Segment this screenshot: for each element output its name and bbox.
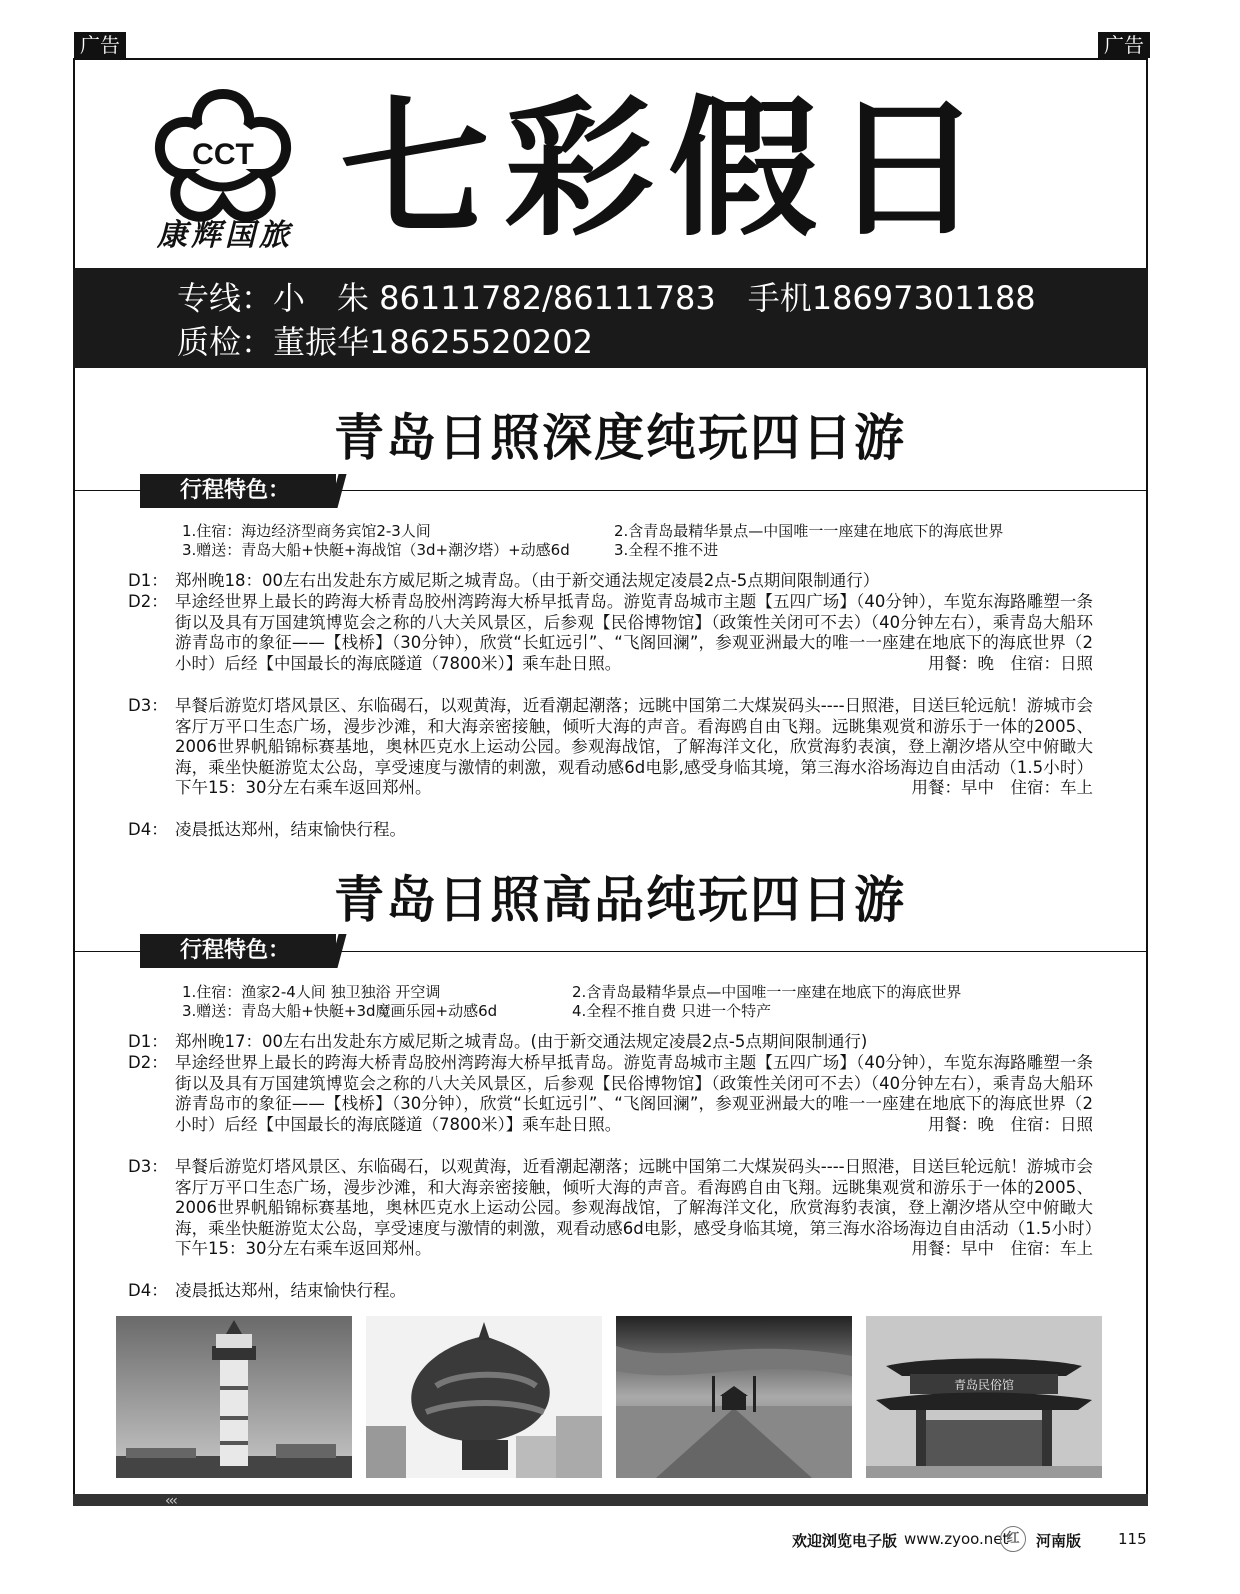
feature-item: 3.赠送：青岛大船+快艇+3d魔画乐园+动感6d [182, 1002, 498, 1020]
day-label: D3： [128, 1157, 168, 1176]
day-text: 郑州晚17：00左右出发赴东方威尼斯之城青岛。(由于新交通法规定凌晨2点-5点期间限制通行) [175, 1032, 868, 1051]
feature-item: 3.赠送：青岛大船+快艇+海战馆（3d+潮汐塔）+动感6d [182, 541, 570, 559]
meal-info: 用餐：早中 住宿：车上 [911, 1239, 1093, 1259]
lighthouse-tower-photo [116, 1316, 352, 1478]
feature-item: 4.全程不推自费 只进一个特产 [572, 1002, 772, 1020]
feature-item: 3.全程不推不进 [614, 541, 719, 559]
zhanqiao-pier-photo [616, 1316, 852, 1478]
day-text: 凌晨抵达郑州，结束愉快行程。 [175, 820, 406, 839]
day-label: D4： [128, 820, 168, 839]
itinerary-day [128, 1053, 1093, 1135]
itinerary-day [128, 1157, 1093, 1260]
quality-check-text: 质检：董振华18625520202 [177, 323, 593, 361]
meal-info: 用餐：晚 住宿：日照 [928, 1114, 1093, 1134]
feature-label: 行程特色： [140, 934, 336, 968]
day-text: 早餐后游览灯塔风景区、东临碣石，以观黄海，近看潮起潮落；远眺中国第二大煤炭码头----日照港，目送巨轮远航！游城市会客厅万平口生态广场，漫步沙滩，和大海亲密接触，倾听大海的声音。看海鸥自由飞翔。远眺集观赏和游乐于一体的2005、2006世界帆船锦标赛基地，奥林匹克水上运动公园。参观海战馆，了解海洋文化，欣赏海豹表演，登上潮汐塔从空中俯瞰大海，乘坐快艇游览太公岛，享受速度与激情的刺激，观看动感6d电影,感受身临其境，第三海水浴场海边自由活动（1.5小时）下午15：30分左右乘车返回郑州。 [175, 696, 1093, 798]
day-text: 郑州晚18：00左右出发赴东方威尼斯之城青岛。（由于新交通法规定凌晨2点-5点期间限制通行） [175, 571, 880, 590]
contact-banner [73, 268, 1148, 368]
day-text: 早途经世界上最长的跨海大桥青岛胶州湾跨海大桥早抵青岛。游览青岛城市主题【五四广场】（40分钟），车览东海路雕塑一条街以及具有万国建筑博览会之称的八大关风景区，后参观【民俗博物馆】（政策性关闭可不去）（40分钟左右），乘青岛大船环游青岛市的象征——【栈桥】（30分钟），欣赏“长虹远引”、“飞阁回澜”，参观亚洲最大的唯一一座建在地底下的海底世界（2小时）后经【中国最长的海底隧道（7800米）】乘车赴日照。 [175, 1053, 1093, 1134]
feature-item: 2.含青岛最精华景点—中国唯一一座建在地底下的海底世界 [572, 983, 962, 1001]
footer-url: www.zyoo.net [904, 1530, 1009, 1548]
bottom-bar [73, 1493, 1148, 1509]
footer-welcome: 欢迎浏览电子版 [792, 1532, 898, 1550]
feature-item: 2.含青岛最精华景点—中国唯一一座建在地底下的海底世界 [614, 522, 1004, 540]
may-fourth-square-sculpture-photo [366, 1316, 602, 1478]
day-label: D1： [128, 571, 168, 590]
tour-title: 青岛日照深度纯玩四日游 [334, 408, 906, 467]
day-label: D2： [128, 592, 168, 611]
meal-info: 用餐：晚 住宿：日照 [928, 653, 1093, 673]
day-text: 凌晨抵达郑州，结束愉快行程。 [175, 1281, 406, 1300]
tour-title: 青岛日照高品纯玩四日游 [334, 870, 906, 929]
day-label: D2： [128, 1053, 168, 1072]
day-label: D1： [128, 1032, 168, 1051]
feature-label: 行程特色： [140, 474, 336, 508]
logo-subtitle: 康辉国旅 [157, 218, 293, 253]
footer-badge: 红 [1000, 1526, 1026, 1552]
ad-tag-left: 广告 [74, 32, 126, 58]
meal-info: 用餐：早中 住宿：车上 [911, 778, 1093, 798]
ad-tag-right: 广告 [1098, 32, 1150, 58]
day-label: D3： [128, 696, 168, 715]
itinerary-day [128, 571, 1093, 592]
itinerary-day [128, 820, 1093, 841]
logo-text: CCT [192, 138, 254, 171]
feature-item: 1.住宿：海边经济型商务宾馆2-3人间 [182, 522, 431, 540]
itinerary-day [128, 1281, 1093, 1302]
chevron-left-icon: ‹‹‹ [165, 1493, 176, 1509]
itinerary-day [128, 696, 1093, 799]
itinerary-day [128, 1032, 1093, 1053]
page-number: 115 [1118, 1530, 1147, 1548]
folk-museum-gate-photo [866, 1316, 1102, 1478]
itinerary-day [128, 592, 1093, 674]
footer-region: 河南版 [1036, 1532, 1082, 1550]
hotline-text: 专线：小 朱 86111782/86111783 手机18697301188 [177, 279, 1036, 317]
day-text: 早途经世界上最长的跨海大桥青岛胶州湾跨海大桥早抵青岛。游览青岛城市主题【五四广场】（40分钟），车览东海路雕塑一条街以及具有万国建筑博览会之称的八大关风景区，后参观【民俗博物馆】（政策性关闭可不去）（40分钟左右），乘青岛大船环游青岛市的象征——【栈桥】（30分钟），欣赏“长虹远引”、“飞阁回澜”，参观亚洲最大的唯一一座建在地底下的海底世界（2小时）后经【中国最长的海底隧道（7800米）】乘车赴日照。 [175, 592, 1093, 673]
feature-item: 1.住宿：渔家2-4人间 独卫独浴 开空调 [182, 983, 441, 1001]
museum-sign: 青岛民俗馆 [953, 1378, 1015, 1392]
day-text: 早餐后游览灯塔风景区、东临碣石，以观黄海，近看潮起潮落；远眺中国第二大煤炭码头----日照港，目送巨轮远航！游城市会客厅万平口生态广场，漫步沙滩，和大海亲密接触，倾听大海的声音。看海鸥自由飞翔。远眺集观赏和游乐于一体的2005、2006世界帆船锦标赛基地，奥林匹克水上运动公园。参观海战馆，了解海洋文化，欣赏海豹表演，登上潮汐塔从空中俯瞰大海，乘坐快艇游览太公岛，享受速度与激情的刺激，观看动感6d电影，感受身临其境，第三海水浴场海边自由活动（1.5小时）下午15：30分左右乘车返回郑州。 [175, 1157, 1093, 1259]
day-label: D4： [128, 1281, 168, 1300]
brand-title: 七彩假日 [340, 83, 997, 257]
